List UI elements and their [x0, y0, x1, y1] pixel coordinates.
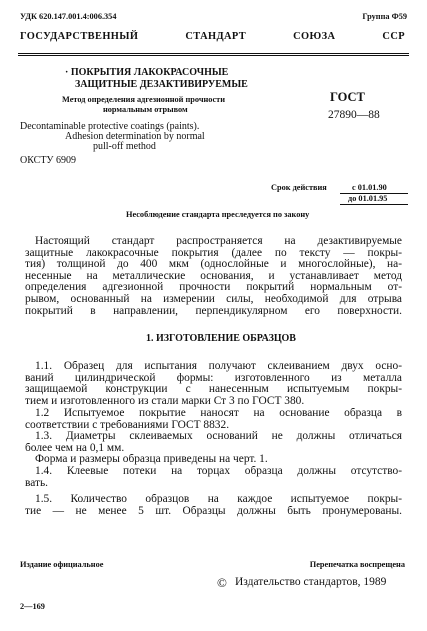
text-line: покрытий в направлении, перпендикулярном его поверхности.	[25, 305, 402, 317]
title-line-2: ЗАЩИТНЫЕ ДЕЗАКТИВИРУЕМЫЕ	[75, 79, 248, 90]
page-mark: 2—169	[20, 602, 45, 611]
banner-rule-bottom	[18, 55, 409, 56]
text-line: определения адгезионной прочности покрытий нормальным от-	[25, 282, 402, 294]
udk-code: УДК 620.147.001.4:006.354	[20, 12, 117, 21]
text-line: тия) толщиной до 400 мкм (однослойные и многослойные), на-	[25, 259, 402, 271]
law-warning: Несоблюдение стандарта преследуется по закону	[126, 210, 310, 219]
reprint-prohibited: Перепечатка воспрещена	[309, 560, 405, 569]
text-line: более чем на 0,1 мм.	[25, 442, 125, 454]
subtitle-line-2: нормальным отрывом	[103, 105, 188, 114]
text-line: 1.5. Количество образцов на каждое испытуемое покры-	[35, 494, 402, 505]
text-line: тие — не менее 5 шт. Образцы должны быть пронумерованы.	[25, 505, 402, 517]
validity-label: Срок действия	[271, 183, 327, 192]
banner-rule-top	[18, 53, 409, 54]
copyright-icon: ©	[217, 575, 227, 590]
english-title-line-2: Adhesion determination by normal	[65, 131, 205, 142]
validity-from: с 01.01.90	[352, 183, 387, 192]
gost-label: ГОСТ	[330, 90, 365, 104]
okstu-code: ОКСТУ 6909	[20, 155, 77, 166]
text-line: рывом, основанный на измерении силы, необходимой для отрыва	[25, 293, 402, 305]
state-standard-banner: ГОСУДАРСТВЕННЫЙ СТАНДАРТ СОЮЗА ССР	[20, 31, 405, 42]
text-line: несенные на металлические основания, и устанавливает метод	[25, 270, 402, 282]
text-line: Настоящий стандарт распространяется на дезактивируемые	[35, 236, 402, 247]
group-code: Группа Ф59	[362, 12, 407, 21]
english-title-line-3: pull-off method	[93, 141, 156, 152]
text-line: 1.4. Клеевые потеки на торцах образца должны отсутство-	[35, 465, 402, 477]
text-line: защитные лакокрасочные покрытия (далее по тексту — покры-	[25, 247, 402, 259]
clause-1-1	[25, 361, 402, 407]
section-heading: 1. ИЗГОТОВЛЕНИЕ ОБРАЗЦОВ	[146, 333, 296, 344]
title-line-1: · ПОКРЫТИЯ ЛАКОКРАСОЧНЫЕ	[65, 67, 229, 78]
validity-rule-2	[340, 204, 408, 205]
text-line: Форма и размеры образца приведены на черт. 1.	[35, 454, 268, 466]
text-line: 1.1. Образец для испытания получают склеиванием двух осно-	[35, 361, 402, 372]
text-line: тием и изготовленного из стали марки Ст 3 по ГОСТ 380.	[25, 395, 305, 407]
subtitle-line-1: Метод определения адгезионной прочности	[62, 95, 225, 104]
text-line: соответствии с требованиями ГОСТ 8832.	[25, 419, 230, 431]
text-line: вать.	[25, 477, 49, 489]
publisher: Издательство стандартов, 1989	[235, 576, 387, 588]
intro-paragraph	[25, 236, 402, 317]
text-line: 1.2 Испытуемое покрытие наносят на основание образца в	[35, 408, 402, 419]
gost-number: 27890—88	[328, 109, 380, 121]
english-title-line-1: Decontaminable protective coatings (paints).	[20, 121, 200, 132]
text-line: ваний цилиндрической формы: изготовленного из металла	[25, 372, 402, 384]
clause-1-5	[25, 494, 402, 517]
official-edition: Издание официальное	[20, 560, 104, 569]
text-line: защищаемой конструкции с нанесенным испытуемым покры-	[25, 384, 402, 396]
validity-to: до 01.01.95	[348, 194, 388, 203]
clauses-1-2-to-1-4	[25, 408, 402, 489]
text-line: 1.3. Диаметры склеиваемых оснований не должны отличаться	[35, 431, 402, 443]
